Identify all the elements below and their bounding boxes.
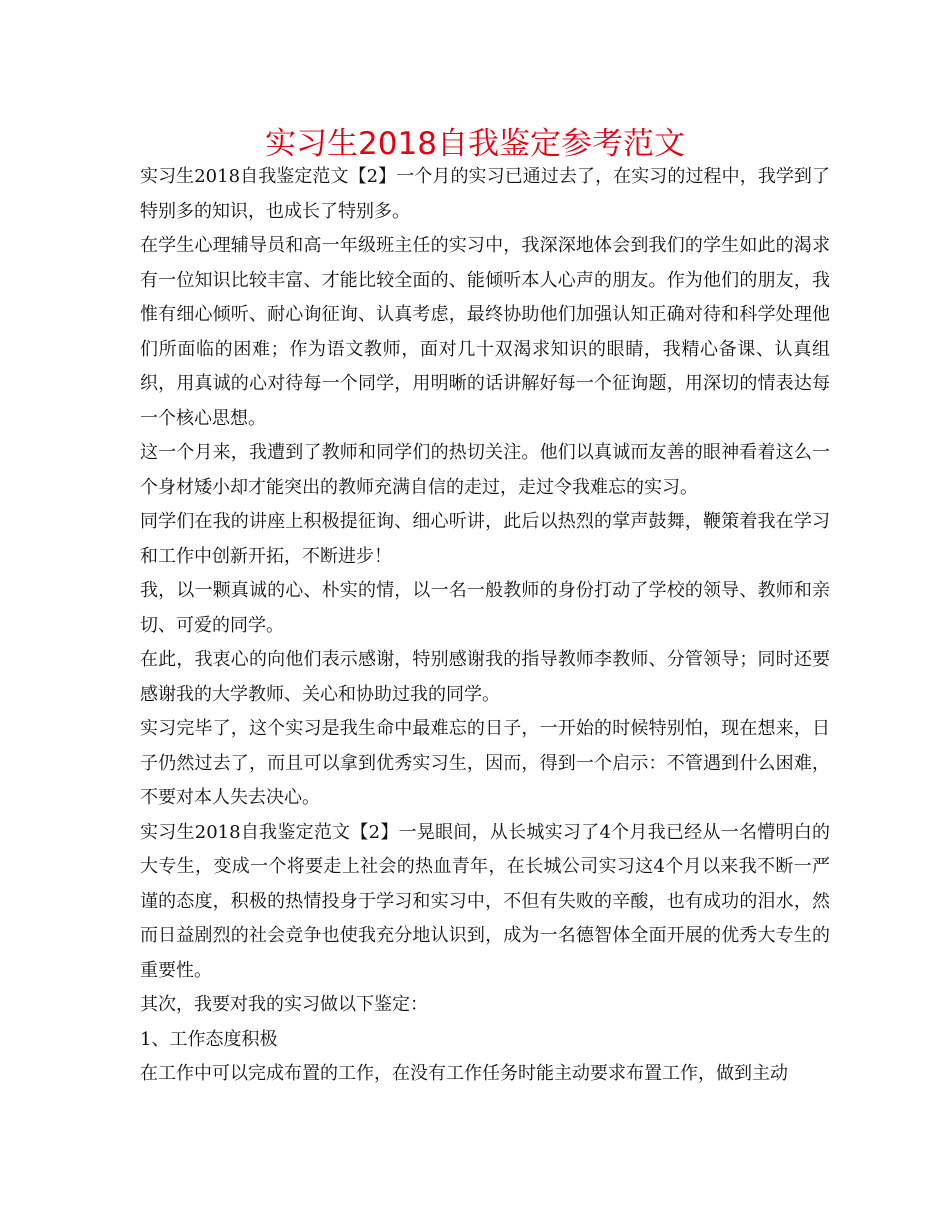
- paragraph: 我，以一颗真诚的心、朴实的情，以一名一般教师的身份打动了学校的领导、教师和亲切、可爱的同学。: [140, 580, 830, 636]
- paragraph: 在此，我衷心的向他们表示感谢，特别感谢我的指导教师李教师、分管领导；同时还要感谢我的大学教师、关心和协助过我的同学。: [140, 649, 830, 705]
- paragraph: 同学们在我的讲座上积极提征询、细心听讲，此后以热烈的掌声鼓舞，鞭策着我在学习和工作中创新开拓，不断进步！: [140, 511, 830, 567]
- document-title: 实习生2018自我鉴定参考范文: [265, 126, 685, 162]
- paragraph: 在学生心理辅导员和高一年级班主任的实习中，我深深地体会到我们的学生如此的渴求有一位知识比较丰富、才能比较全面的、能倾听本人心声的朋友。作为他们的朋友，我惟有细心倾听、耐心询征询、认真考虑，最终协助他们加强认知正确对待和科学处理他们所面临的困难；作为语文教师，面对几十双渴求知识的眼睛，我精心备课、认真组织，用真诚的心对待每一个同学，用明晰的话讲解好每一个征询题，用深切的情表达每一个核心思想。: [140, 235, 830, 429]
- paragraph: 这一个月来，我遭到了教师和同学们的热切关注。他们以真诚而友善的眼神看着这么一个身材矮小却才能突出的教师充满自信的走过，走过令我难忘的实习。: [140, 442, 830, 498]
- paragraph: 其次，我要对我的实习做以下鉴定：: [140, 994, 428, 1015]
- paragraph: 实习生2018自我鉴定范文【2】一个月的实习已通过去了，在实习的过程中，我学到了特别多的知识，也成长了特别多。: [140, 166, 830, 222]
- paragraph: 在工作中可以完成布置的工作，在没有工作任务时能主动要求布置工作，做到主动: [140, 1063, 788, 1084]
- document-body: [140, 160, 830, 1092]
- paragraph: 实习完毕了，这个实习是我生命中最难忘的日子，一开始的时候特别怕，现在想来，日子仍然过去了，而且可以拿到优秀实习生，因而，得到一个启示：不管遇到什么困难，不要对本人失去决心。: [140, 718, 830, 808]
- paragraph: 实习生2018自我鉴定范文【2】一晃眼间，从长城实习了4个月我已经从一名懵明白的大专生，变成一个将要走上社会的热血青年，在长城公司实习这4个月以来我不断一严谨的态度，积极的热情投身于学习和实习中，不但有失败的辛酸，也有成功的泪水，然而日益剧烈的社会竞争也使我充分地认识到，成为一名德智体全面开展的优秀大专生的重要性。: [140, 821, 830, 981]
- section-heading: 1、工作态度积极: [140, 1028, 278, 1050]
